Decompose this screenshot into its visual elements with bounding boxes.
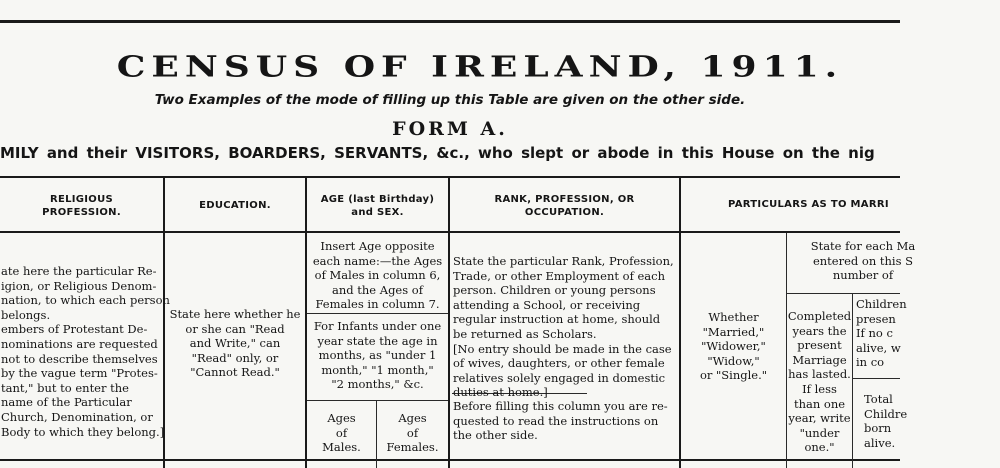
table-bottom-rule — [0, 459, 900, 461]
table-description: MILY and their VISITORS, BOARDERS, SERVANTS, &c., who slept or abode in this House on the nig — [0, 144, 875, 162]
page-title: CENSUS OF IRELAND, 1911. — [116, 50, 844, 84]
religion-header: RELIGIOUS PROFESSION. — [42, 194, 121, 218]
top-rule — [0, 20, 900, 23]
marriage-state-instructions: State for each Ma entered on this S number of — [810, 239, 916, 283]
marital-status-instructions: Whether "Married," "Widower," "Widow," or "Single." — [699, 310, 768, 383]
subtitle: Two Examples of the mode of filling up this Table are given on the other side. — [154, 92, 746, 108]
occupation-read-note: Before filling this column you are re- quested to read the instructions on the other side. — [453, 399, 668, 443]
education-instructions: State here whether he or she can "Read and Write," can "Read" only, or "Cannot Read." — [169, 307, 301, 380]
ages-of-males-label: Ages of Males. — [322, 411, 361, 455]
ages-of-females-label: Ages of Females. — [386, 411, 439, 455]
age-header: AGE (last Birthday) and SEX. — [320, 194, 435, 218]
column-divider — [448, 176, 450, 468]
children-present-instructions: Children presen If no c alive, w in co — [856, 297, 907, 370]
age-inner-rule — [307, 313, 448, 314]
age-instructions: Insert Age opposite each name:—the Ages of Males in column 6, and the Ages of Females in column 7. — [312, 239, 443, 312]
age-inner-rule — [307, 400, 448, 401]
occupation-instructions: State the particular Rank, Profession, Trade, or other Employment of each person. Children or young persons attending a School, or receiving regular instruction at home, should be returned as Scholars. [No entry should be made in the case of wives, daughters, or other female relatives solely engaged in domestic duties at home.] — [453, 254, 674, 400]
marriage-inner-rule — [852, 378, 900, 379]
total-children-instructions: Total Childre born alive. — [864, 392, 908, 450]
rank-header: RANK, PROFESSION, OR OCCUPATION. — [494, 194, 635, 218]
religion-instructions: ate here the particular Re- igion, or Religious Denom- nation, to which each person belongs. embers of Protestant De- nominations are requested not to describe themselves by the vague term "Protes- tant," but to enter the name of the Particular Church, Denomination, or Body to which they belong.] — [1, 264, 170, 439]
table-top-rule — [0, 176, 900, 178]
education-header: EDUCATION. — [199, 200, 271, 211]
marriage-sub-divider — [852, 293, 853, 468]
header-bottom-rule — [0, 231, 900, 233]
marriage-inner-rule — [786, 293, 900, 294]
form-label: FORM A. — [392, 118, 508, 140]
marriage-header: PARTICULARS AS TO MARRI — [728, 199, 889, 210]
infant-age-instructions: For Infants under one year state the age in months, as "under 1 month," "1 month," "2 months," &c. — [313, 319, 442, 392]
marriage-duration-instructions: Completed years the present Marriage has lasted. If less than one year, write "under one." — [787, 309, 852, 455]
